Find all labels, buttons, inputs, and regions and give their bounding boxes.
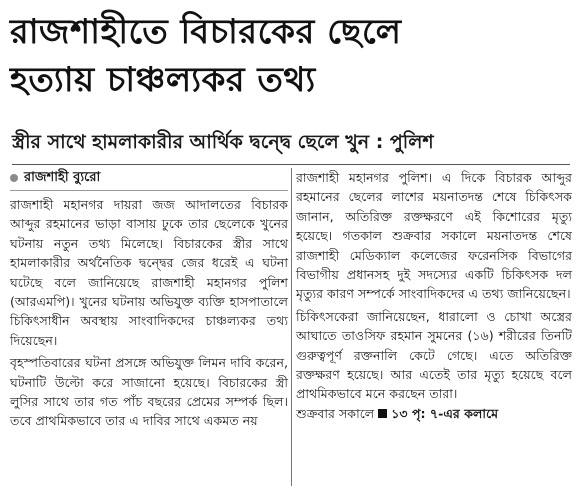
byline-divider	[10, 190, 288, 191]
byline-text: রাজশাহী ব্যুরো	[24, 170, 101, 186]
article-paragraph: রাজশাহী মহানগর পুলিশ। এ দিকে বিচারক আব্দুর রহমানের ছেলের লাশের ময়নাতদন্ত শেষে চিকিৎসক জানান, অতিরিক্ত রক্তক্ষরণে এই কিশোরের মৃত্যু হয়েছে। গতকাল শুক্রবার সকালে ময়নাতদন্ত শেষে রাজশাহী মেডিক্যাল কলেজের ফরেনসিক বিভাগের বিভাগীয় প্রধানসহ দুই সদস্যের একটি চিকিৎসক দল মৃত্যুর কারণ সম্পর্কে সাংবাদিকদের এ তথ্য জানিয়েছেন।	[296, 170, 572, 302]
square-bullet-icon	[378, 409, 387, 418]
subheadline: স্ত্রীর সাথে হামলাকারীর আর্থিক দ্বন্দ্বে ছেলে খুন : পুলিশ	[12, 131, 434, 153]
article-paragraph: রাজশাহী মহানগর দায়রা জজ আদালতের বিচারক আব্দুর রহমানের ভাড়া বাসায় ঢুকে তার ছেলেকে খুনের ঘটনায় নতুন তথ্য মিলেছে। বিচারকের স্ত্রীর সাথে হামলাকারীর অর্থনৈতিক দ্বন্দ্বের জের ধরেই এ ঘটনা ঘটেছে বলে জানিয়েছে রাজশাহী মহানগর পুলিশ (আরএমপি)। খুনের ঘটনায় অভিযুক্ত ব্যক্তি হাসপাতালে চিকিৎসাধীন অবস্থায় সাংবাদিকদের চাঞ্চল্যকর তথ্য দিয়েছেন।	[10, 197, 288, 348]
page-jump-reference: ১৩ পৃ: ৭-এর কলামে	[391, 405, 499, 421]
article-paragraph: চিকিৎসকেরা জানিয়েছেন, ধারালো ও চোখা অস্ত্রের আঘাতে তাওসিফ রহমান সুমনের (১৬) শরীরের তিনটি গুরুত্বপূর্ণ রক্তনালি কেটে গেছে। এতে অতিরিক্ত রক্তক্ষরণ হয়েছে। আর এতেই তার মৃত্যু হয়েছে বলে প্রাথমিকভাবে মনে করছেন তারা।	[296, 308, 572, 402]
headline-line-1: রাজশাহীতে বিচারকের ছেলে	[10, 12, 402, 52]
article-column-right	[296, 168, 572, 423]
byline	[10, 168, 288, 188]
column-divider	[291, 168, 292, 486]
bullet-icon	[10, 174, 18, 182]
headline	[10, 8, 570, 104]
article-paragraph: বৃহস্পতিবারের ঘটনা প্রসঙ্গে অভিযুক্ত লিমন দাবি করেন, ঘটনাটি উল্টো করে সাজানো হয়েছে। বিচারকের স্ত্রী লুসির সাথে তার গত পাঁচ বছরের প্রেমের সম্পর্ক ছিল। তবে প্রাথমিকভাবে তার এ দাবির সাথে একমত নয়	[10, 355, 288, 429]
headline-line-2: হত্যায় চাঞ্চল্যকর তথ্য	[10, 60, 316, 100]
article-column-left	[10, 168, 288, 431]
continuation-prefix: শুক্রবার সকালে	[296, 405, 375, 421]
continuation-line	[296, 404, 572, 423]
section-divider	[12, 164, 570, 165]
